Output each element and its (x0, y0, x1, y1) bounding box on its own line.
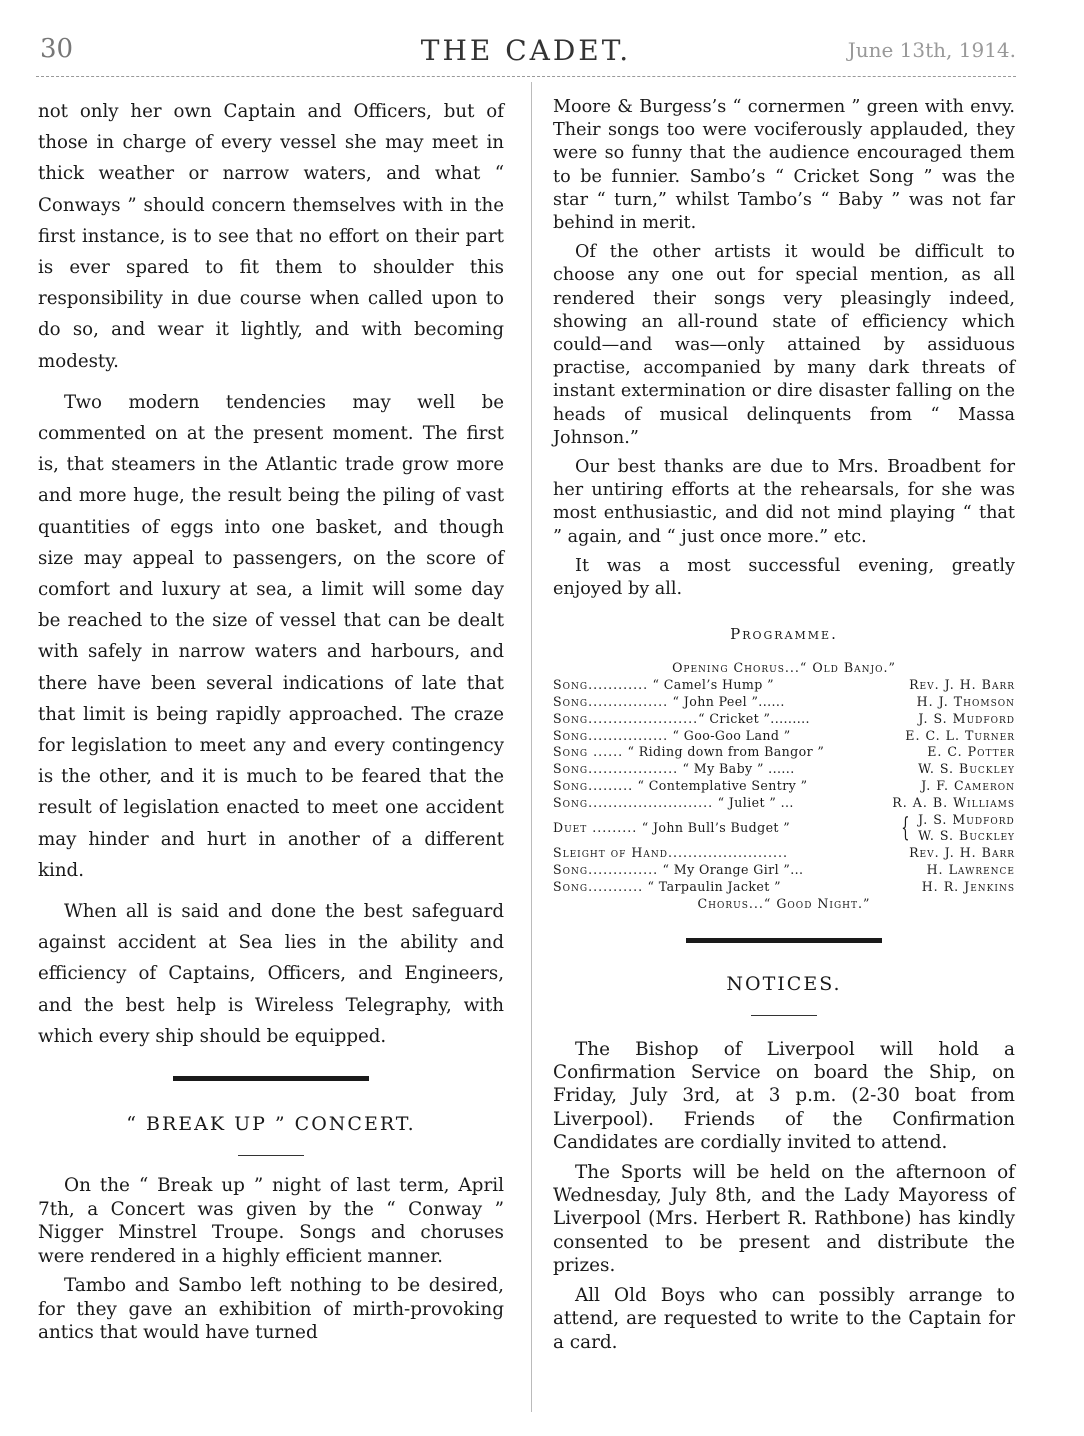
brace-glyph: { (901, 813, 910, 844)
concert-paragraph: On the “ Break up ” night of last term, April 7th, a Concert was given by the “ Conway ” Nigger Minstrel Troupe. Songs and choruses were rendered in a highly efficient manner. (38, 1175, 504, 1267)
programme-duet: Duet ......... “ John Bull’s Budget ” { J. S. Mudford W. S. Buckley (553, 811, 1015, 844)
programme-item: Song......... “ Contemplative Sentry ” J. F. Cameron (553, 778, 1015, 794)
notices-body (553, 1038, 1015, 1354)
programme-item: Song................ “ Goo-Goo Land ” E. C. L. Turner (553, 727, 1015, 743)
article-paragraph: not only her own Captain and Officers, but of those in charge of every vessel she may meet in thick weather or narrow waters, and what “ Conways ” should concern themselves with in the first instance, is to see that no effort on their part is ever spared to fit them to shoulder this responsibility in due course when called upon to do so, and wear it lightly, and with becoming modesty. (38, 101, 504, 372)
heading-rule (238, 1155, 304, 1156)
notice-paragraph: The Bishop of Liverpool will hold a Confirmation Service on board the Ship, on Friday, July 3rd, at 3 p.m. (2-30 boat from Liverpool). Friends of the Confirmation Candidates are cordially invited to attend. (553, 1038, 1015, 1154)
programme-item: Song......................“ Cricket ”......... J. S. Mudford (553, 710, 1015, 726)
programme-item: Song.................. “ My Baby ” ...... W. S. Buckley (553, 761, 1015, 777)
section-rule (686, 938, 882, 943)
column-divider (531, 82, 532, 1412)
left-column (38, 96, 504, 1345)
programme-heading: Programme. (730, 625, 838, 644)
article-paragraph: When all is said and done the best safeguard against accident at Sea lies in the ability and efficiency of Captains, Officers, and Engineers, and the best help is Wireless Telegraphy, with which every ship should be equipped. (38, 901, 504, 1047)
article-paragraph: Two modern tendencies may well be commented on at the present moment. The first is, that steamers in the Atlantic trade grow more and more huge, the result being the piling of vast quantities of eggs into one basket, and though size may appeal to passengers, on the score of comfort and luxury at sea, a limit will some day be reached to the size of vessel that can be dealt with safely in narrow waters and harbours, and there have been several indications of late that that limit is being rapidly approached. The craze for legislation to meet any and every contingency is the other, and it is much to be feared that the result of legislation enacted to meet one accident may hinder and hurt in another of a different kind. (38, 391, 504, 881)
notice-paragraph: All Old Boys who can possibly arrange to attend, are requested to write to the Captain for a card. (553, 1284, 1015, 1353)
notice-paragraph: The Sports will be held on the afternoon of Wednesday, July 8th, and the Lady Mayoress of Liverpool (Mrs. Herbert R. Rathbone) has kindly consented to be present and distribute the prizes. (553, 1161, 1015, 1277)
programme-list (553, 660, 1015, 912)
article-paragraph: It was a most successful evening, greatly enjoyed by all. (553, 555, 1015, 600)
masthead-title: THE CADET. (420, 34, 632, 67)
page-header (36, 34, 1016, 74)
programme-item: Song................ “ John Peel ”...... H. J. Thomson (553, 694, 1015, 710)
issue-date: June 13th, 1914. (847, 38, 1016, 62)
programme-closing: Chorus...“ Good Night.” (697, 895, 871, 911)
article-paragraph: Of the other artists it would be difficult to choose any one out for special mention, as all rendered their songs very pleasingly indeed, showing an all-round state of efficiency which could—and was—only attained by assiduous practise, accompanied by many dark threats of instant extermination or dire disaster falling on the heads of musical delinquents from “ Massa Johnson.” (553, 242, 1015, 448)
page-number: 30 (40, 34, 74, 64)
concert-article (38, 1174, 504, 1345)
concert-heading: “ BREAK UP ” CONCERT. (126, 1113, 416, 1136)
header-rule (36, 76, 1016, 77)
concert-paragraph: Tambo and Sambo left nothing to be desired, for they gave an exhibition of mirth-provoking antics that would have turned (38, 1275, 504, 1344)
heading-rule (751, 1015, 817, 1016)
programme-item: Song.............. “ My Orange Girl ”... H. Lawrence (553, 862, 1015, 878)
notices-heading: NOTICES. (726, 973, 842, 996)
programme-item: Song............ “ Camel’s Hump ” Rev. J. H. Barr (553, 677, 1015, 693)
article-paragraph: Moore & Burgess’s “ cornermen ” green with envy. Their songs too were vociferously applauded, they were so funny that the audience encouraged them to be funnier. Sambo’s “ Cricket Song ” was the star “ turn,” whilst Tambo’s “ Baby ” was not far behind in merit. (553, 97, 1015, 234)
article-paragraph: Our best thanks are due to Mrs. Broadbent for her untiring efforts at the rehearsals, for she was most enthusiastic, and did not mind playing “ that ” again, and “ just once more.” etc. (553, 457, 1015, 547)
programme-item: Song......................... “ Juliet ” ... R. A. B. Williams (553, 794, 1015, 810)
programme-item: Song ...... “ Riding down from Bangor ” E. C. Potter (553, 744, 1015, 760)
programme-opening: Opening Chorus...“ Old Banjo.” (672, 660, 896, 676)
section-rule (173, 1076, 369, 1081)
programme-item: Sleight of Hand........................ Rev. J. H. Barr (553, 845, 1015, 861)
right-column (553, 96, 1015, 1354)
programme-item: Song........... “ Tarpaulin Jacket ” H. R. Jenkins (553, 878, 1015, 894)
